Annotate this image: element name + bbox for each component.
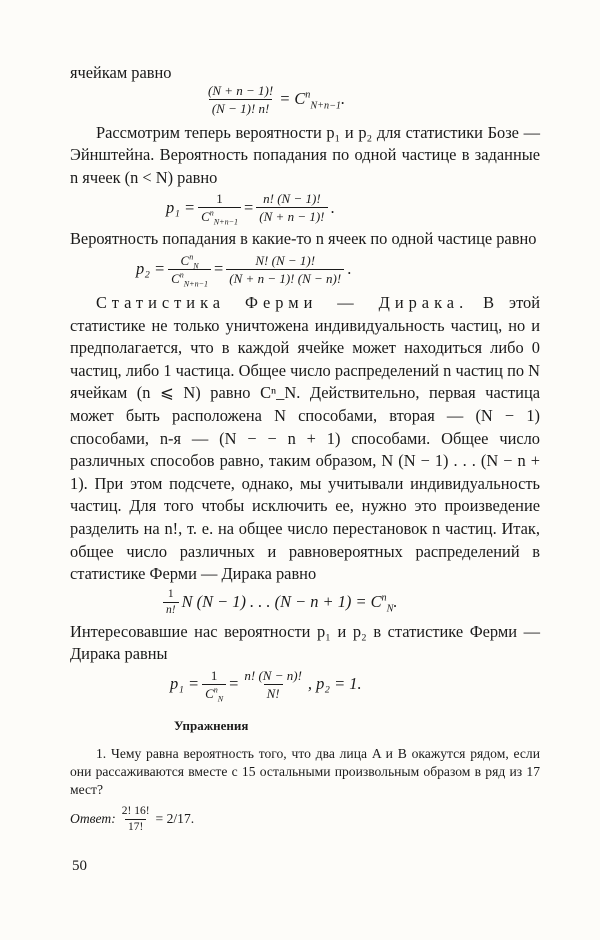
sup: n <box>305 89 311 101</box>
fraction <box>241 668 305 701</box>
rhs: , p₂ = 1. <box>307 674 362 694</box>
fraction <box>226 253 344 286</box>
sub: N <box>386 603 394 615</box>
sub: N <box>217 694 224 704</box>
paragraph-fermi-dirac <box>70 292 540 586</box>
numerator: 2! 16! <box>121 804 150 817</box>
numerator: 1 <box>210 667 218 683</box>
paragraph-probabilities: Интересовавшие нас вероятности p₁ и p₂ в статистике Ферми — Дирака равны <box>70 621 540 664</box>
sup: n <box>179 270 184 280</box>
fraction <box>256 191 327 224</box>
answer-value: = 2/17. <box>155 811 195 827</box>
denominator: (N − 1)! n! <box>209 99 273 116</box>
sub: N <box>193 261 199 271</box>
sup: n <box>209 209 214 219</box>
lhs: p₁ = <box>166 197 196 217</box>
sub: N+n−1 <box>183 279 209 289</box>
denominator: $C^n_{N+n-1}$ <box>168 269 211 286</box>
numerator: $C^n_N$ <box>180 252 199 271</box>
lhs: p₁ = <box>170 674 200 694</box>
denominator: N! <box>264 684 283 701</box>
sub: N+n−1 <box>213 217 239 227</box>
numerator: n! (N − 1)! <box>263 191 321 207</box>
fraction <box>205 83 276 116</box>
denominator: $C^n_N$ <box>202 684 226 701</box>
sup: n <box>213 685 218 695</box>
fraction <box>168 252 211 289</box>
numerator: 1 <box>216 191 223 207</box>
numerator: n! (N − n)! <box>244 667 302 683</box>
page-body <box>70 62 540 834</box>
page-number: 50 <box>72 858 87 874</box>
denominator: (N + n − 1)! (N − n)! <box>226 269 344 286</box>
formula-1 <box>202 83 540 116</box>
exercises-heading: Упражнения <box>174 717 249 733</box>
formula-3: p₂ = $\frac{C^n_N}{C^n_{N+n-1}}$ = $\frac{N! (N - 1)!}{(N + n - 1)! (N - n)!}$ . <box>136 252 352 289</box>
paragraph-bose: Рассмотрим теперь вероятности p₁ и p₂ для статистики Бозе — Эйнштейна. Вероятность попадания по одной частице в заданные n ячеек (n < N) равно <box>70 122 540 187</box>
denominator: (N + n − 1)! <box>256 207 327 224</box>
answer-label: Ответ: <box>70 811 116 827</box>
paragraph-any-cells: Вероятность попадания в какие-то n ячеек по одной частице равно <box>70 229 537 249</box>
lhs: p₂ = <box>136 259 166 279</box>
denominator: 17! <box>125 819 146 834</box>
symbol: = C <box>279 89 306 109</box>
denominator: $C^n_{N+n-1}$ <box>198 207 241 224</box>
exercise-1: 1. Чему равна вероятность того, что два лица A и B окажутся рядом, если они рассаживаются вместе с 15 остальными произвольным образом в ряд из 17 мест? <box>70 746 540 798</box>
paragraph-text: В этой статистике не только уничтожена индивидуальность частиц, но и предполагается, что в каждой ячейке может находиться либо 0 частиц, либо 1 частица. Общее число распределений n частиц по N ячейкам (n ⩽ N) равно Cⁿ_N. Действительно, первая частица может быть расположена N способами, вторая — (N − 1) способами, n-я — (N − − n + 1) способами. Общее число различных способов равно, таким образом, N (N − 1) . . . (N − n + 1). При этом подсчете, однако, мы учитывали индивидуальность частиц. Для того чтобы исключить ее, нужно это произведение разделить на n!, т. е. на общее число перестановок n частиц. Итак, общее число различных и равновероятных распределений в статистике Ферми — Дирака равно <box>70 292 540 584</box>
sub: N+n−1 <box>310 100 342 112</box>
formula-4: $\frac{1}{n!}$ N (N − 1) . . . (N − n + 1) = C $^n_N$. <box>160 588 540 617</box>
fraction <box>119 805 153 834</box>
sup: n <box>381 592 387 604</box>
numerator: (N + n − 1)! <box>208 82 274 98</box>
binomial: = $C^n_{N+n-1}$. <box>279 89 346 112</box>
fraction <box>202 667 226 704</box>
numerator: N! (N − 1)! <box>255 252 316 268</box>
answer <box>70 805 540 834</box>
formula-2: p₁ = $\frac{1}{C^n_{N+n-1}}$ = $\frac{n! (N - 1)!}{(N + n - 1)!}$ . <box>166 191 335 227</box>
product: N (N − 1) . . . (N − n + 1) = C <box>181 592 382 612</box>
fraction <box>198 191 241 227</box>
section-title: Статистика Ферми — Дирака. <box>96 292 469 312</box>
text-line: ячейкам равно <box>70 63 172 82</box>
numerator: 1 <box>167 587 174 600</box>
formula-5: p₁ = $\frac{1}{C^n_N}$ = $\frac{n! (N - n)!}{N!}$ , p₂ = 1. <box>170 667 362 704</box>
denominator: n! <box>163 602 179 617</box>
fraction <box>163 588 179 617</box>
sup: n <box>189 252 194 262</box>
